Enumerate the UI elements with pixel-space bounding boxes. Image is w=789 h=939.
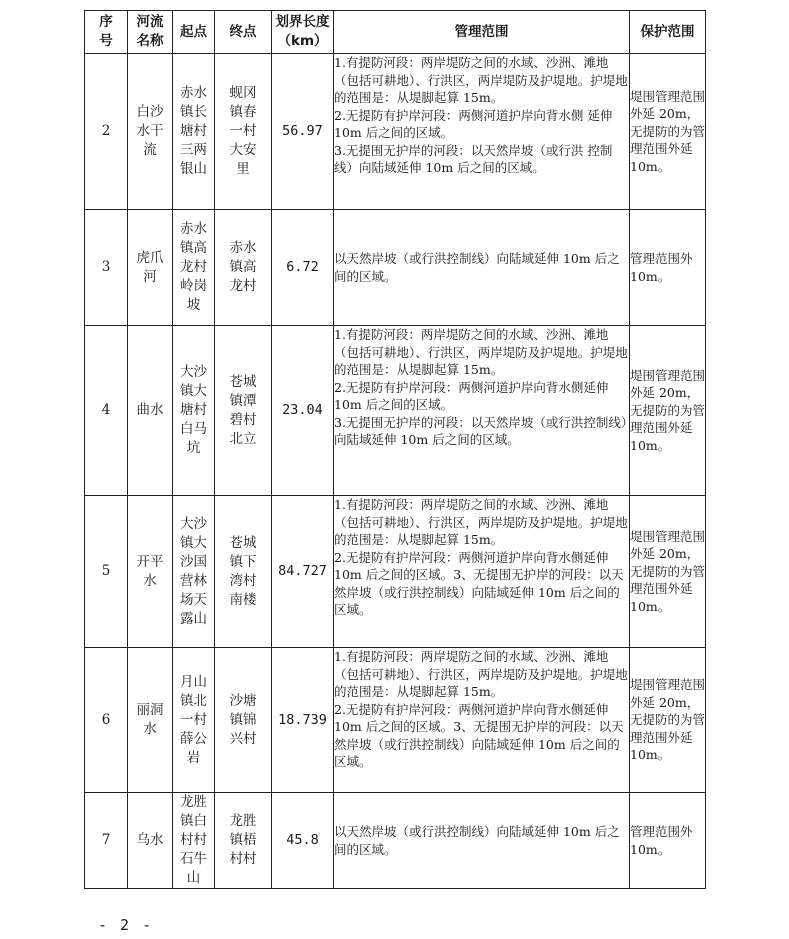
cell-protection-scope: 堤围管理范围外延 20m，无提防的为管理范围外延 10m。 — [630, 54, 706, 210]
cell-management-scope — [334, 326, 630, 496]
cell-protection-scope: 管理范围外 10m。 — [630, 793, 706, 889]
cell-river-name: 虎爪河 — [128, 210, 173, 326]
management-line: 3.无提围无护岸的河段：以天然岸坡（或行洪 控制线）向陆域延伸 10m 后之间的区域。 — [334, 142, 613, 175]
river-boundary-table — [84, 10, 706, 889]
table-row — [85, 793, 706, 889]
cell-start: 月山镇北一村薛公岩 — [173, 648, 215, 793]
cell-end: 沙塘镇锦兴村 — [215, 648, 272, 793]
cell-seq: 7 — [85, 793, 128, 889]
cell-seq: 3 — [85, 210, 128, 326]
header-seq: 序号 — [85, 11, 128, 54]
header-end: 终点 — [215, 11, 272, 54]
page-number: - 2 - — [98, 916, 154, 934]
header-river-name: 河流名称 — [128, 11, 173, 54]
cell-seq: 4 — [85, 326, 128, 496]
cell-river-name: 丽洞水 — [128, 648, 173, 793]
cell-seq: 6 — [85, 648, 128, 793]
cell-management-scope — [334, 54, 630, 210]
cell-river-name: 白沙水干流 — [128, 54, 173, 210]
cell-river-name: 开平水 — [128, 496, 173, 648]
table-row — [85, 496, 706, 648]
cell-end: 苍城镇潭碧村北立 — [215, 326, 272, 496]
cell-length: 18.739 — [272, 648, 334, 793]
management-line: 1.有提防河段：两岸堤防之间的水域、沙洲、滩地（包括可耕地）、行洪区，两岸堤防及护堤地。护堤地的范围是：从堤脚起算 15m。 — [334, 55, 628, 105]
cell-length: 56.97 — [272, 54, 334, 210]
cell-end: 苍城镇下湾村南楼 — [215, 496, 272, 648]
cell-protection-scope: 堤围管理范围外延 20m，无提防的为管理范围外延 10m。 — [630, 648, 706, 793]
table-row — [85, 648, 706, 793]
table-row — [85, 210, 706, 326]
header-length: 划界长度（km） — [272, 11, 334, 54]
cell-start: 赤水镇高龙村岭岗坡 — [173, 210, 215, 326]
table-row — [85, 326, 706, 496]
cell-river-name: 乌水 — [128, 793, 173, 889]
cell-management-scope — [334, 648, 630, 793]
cell-length: 23.04 — [272, 326, 334, 496]
management-line: 1.有提防河段：两岸堤防之间的水域、沙洲、滩地（包括可耕地）、行洪区，两岸堤防及护堤地。护堤地的范围是：从堤脚起算 15m。 — [334, 327, 628, 377]
cell-length: 45.8 — [272, 793, 334, 889]
cell-seq: 2 — [85, 54, 128, 210]
management-line: 1.有提防河段：两岸堤防之间的水域、沙洲、滩地（包括可耕地）、行洪区，两岸堤防及护堤地。护堤地的范围是：从堤脚起算 15m。 — [334, 497, 628, 547]
management-line: 以天然岸坡（或行洪控制线）向陆域延伸 10m 后之间的区域。 — [334, 824, 620, 857]
cell-length: 84.727 — [272, 496, 334, 648]
management-line: 2.无提防有护岸河段：两侧河道护岸向背水侧延伸 10m 后之间的区域。3、无提围无护岸的河段：以天然岸坡（或行洪控制线）向陆域延伸 10m 后之间的区域。 — [334, 549, 624, 617]
cell-seq: 5 — [85, 496, 128, 648]
cell-end: 龙胜镇梧村村 — [215, 793, 272, 889]
header-start: 起点 — [173, 11, 215, 54]
cell-length: 6.72 — [272, 210, 334, 326]
cell-start: 大沙镇大塘村白马坑 — [173, 326, 215, 496]
cell-management-scope — [334, 210, 630, 326]
cell-protection-scope: 堤围管理范围外延 20m，无提防的为管理范围外延 10m。 — [630, 326, 706, 496]
management-line: 以天然岸坡（或行洪控制线）向陆域延伸 10m 后之间的区域。 — [334, 251, 620, 284]
cell-management-scope — [334, 496, 630, 648]
management-line: 2.无提防有护岸河段：两侧河道护岸向背水侧延伸 10m 后之间的区域。3、无提围无护岸的河段：以天然岸坡（或行洪控制线）向陆域延伸 10m 后之间的区域。 — [334, 701, 624, 769]
cell-management-scope — [334, 793, 630, 889]
cell-end: 赤水镇高龙村 — [215, 210, 272, 326]
cell-protection-scope: 堤围管理范围外延 20m，无提防的为管理范围外延 10m。 — [630, 496, 706, 648]
header-row — [85, 11, 706, 54]
cell-river-name: 曲水 — [128, 326, 173, 496]
cell-end: 蚬冈镇春一村大安里 — [215, 54, 272, 210]
cell-start: 龙胜镇白村村石牛山 — [173, 793, 215, 889]
management-line: 2.无提防有护岸河段：两侧河道护岸向背水侧 延伸 10m 后之间的区域。 — [334, 107, 613, 140]
management-line: 1.有提防河段：两岸堤防之间的水域、沙洲、滩地（包括可耕地）、行洪区，两岸堤防及护堤地。护堤地的范围是：从堤脚起算 15m。 — [334, 649, 628, 699]
cell-start: 赤水镇长塘村三两银山 — [173, 54, 215, 210]
table-row — [85, 54, 706, 210]
management-line: 2.无提防有护岸河段：两侧河道护岸向背水侧延伸 10m 后之间的区域。 — [334, 379, 609, 412]
management-line: 3.无提围无护岸的河段：以天然岸坡（或行洪控制线）向陆域延伸 10m 后之间的区域。 — [334, 414, 628, 447]
cell-start: 大沙镇大沙国营林场天露山 — [173, 496, 215, 648]
cell-protection-scope: 管理范围外 10m。 — [630, 210, 706, 326]
header-protection-scope: 保护范围 — [630, 11, 706, 54]
header-management-scope: 管理范围 — [334, 11, 630, 54]
